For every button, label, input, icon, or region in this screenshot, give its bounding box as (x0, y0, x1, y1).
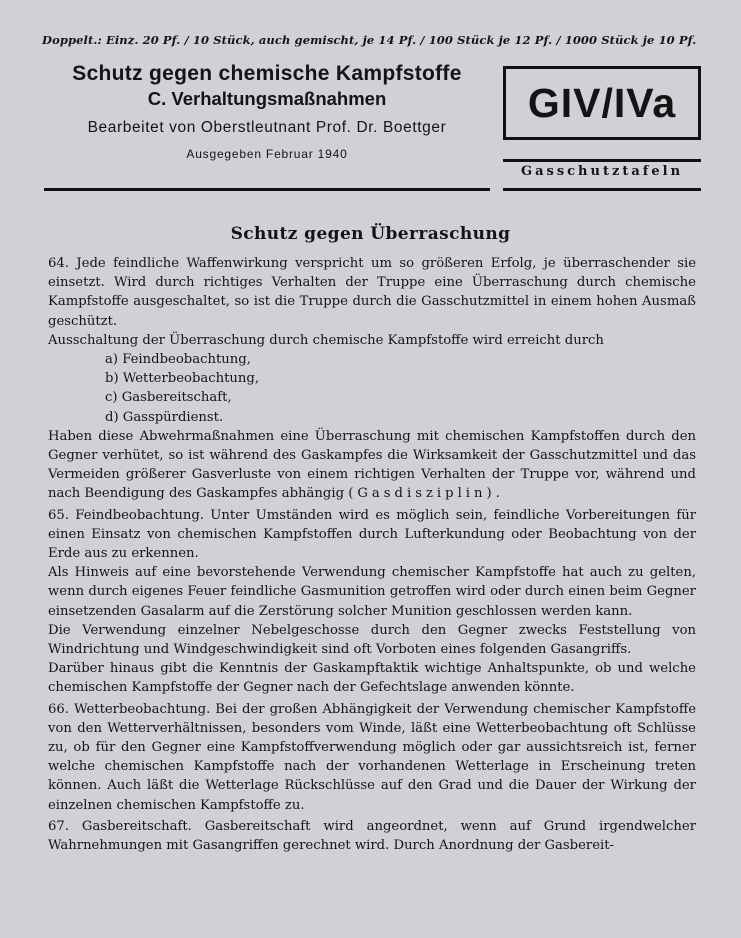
paragraph-67: 67. Gasbereitschaft. Gasbereitschaft wird angeordnet, wenn auf Grund irgendwelcher Wahrnehmungen mit Gasangriffen gerechnet wird. Durch Anordnung der Gasbereit- (48, 818, 696, 854)
section-title: Schutz gegen Überraschung (230, 224, 511, 244)
paragraph-64-conclusion (48, 427, 696, 504)
list-item: c) Gasbereitschaft, (105, 390, 232, 406)
series-label: Gasschutztafeln (520, 164, 684, 179)
gasdisziplin-term: (Gasdisziplin). (348, 486, 504, 502)
document-subtitle: C. Verhaltungsmaßnahmen (147, 88, 387, 109)
issue-date: Ausgegeben Februar 1940 (186, 147, 348, 161)
header-block (44, 62, 490, 162)
paragraph-65-hint: Als Hinweis auf eine bevorstehende Verwendung chemischer Kampfstoffe hat auch zu gelten, wenn durch eigenes Feuer feindliche Gasmunition getroffen wird oder durch einen beim Gegner einsetzenden Gasalarm auf die Zerstörung solcher Munition geschlossen werden kann. (48, 565, 696, 619)
body-text (48, 254, 696, 855)
series-rule-bottom (503, 188, 701, 191)
document-title: Schutz gegen chemische Kampfstoffe (72, 62, 462, 85)
paragraph-65: 65. Feindbeobachtung. Unter Umständen wird es möglich sein, feindliche Vorbereitungen für einen Einsatz von chemischen Kampfstoffen durch Lufterkundung oder Beobachtung von der Erde aus zu erkennen. (48, 507, 696, 562)
paragraph-65-tactics: Darüber hinaus gibt die Kenntnis der Gaskampftaktik wichtige Anhaltspunkte, ob und welche chemischen Kampfstoffe der Gegner nach der Gefechtslage anwenden könnte. (48, 661, 696, 696)
list-item: b) Wetterbeobachtung, (105, 371, 260, 387)
paragraph-64: 64. Jede feindliche Waffenwirkung verspricht um so größeren Erfolg, je überraschender sie einsetzt. Wird durch richtiges Verhalten der Truppe eine Überraschung durch chemische Kampfstoffe ausgeschaltet, so ist die Truppe durch die Gasschutzmittel in einem hohen Ausmaß geschützt. (48, 256, 696, 329)
list-item: d) Gasspürdienst. (105, 409, 224, 425)
paragraph-64-intro: Ausschaltung der Überraschung durch chemische Kampfstoffe wird erreicht durch (48, 332, 604, 348)
header-rule (44, 188, 490, 191)
price-line: Doppelt.: Einz. 20 Pf. / 10 Stück, auch gemischt, je 14 Pf. / 100 Stück je 12 Pf. / 1000 Stück je 10 Pf. (42, 33, 697, 47)
conclusion-text: Haben diese Abwehrmaßnahmen eine Überraschung mit chemischen Kampfstoffen durch den Gegner verhütet, so ist während des Gaskampfes die Wirksamkeit der Gasschutzmittel und das Vermeiden größerer Gasverluste von einem richtigen Verhalten der Truppe vor, während und nach Beendigung des Gaskampfes abhängig (48, 428, 696, 502)
document-code: GIV/IVa (503, 66, 701, 140)
list-item: a) Feindbeobachtung, (105, 352, 251, 368)
author-line: Bearbeitet von Oberstleutnant Prof. Dr. Boettger (87, 119, 447, 136)
series-rule-top (503, 159, 701, 162)
measures-list (105, 350, 696, 427)
paragraph-65-smoke: Die Verwendung einzelner Nebelgeschosse durch den Gegner zwecks Feststellung von Windrichtung und Windgeschwindigkeit sind oft Vorboten eines folgenden Gasangriffs. (48, 622, 696, 658)
paragraph-66: 66. Wetterbeobachtung. Bei der großen Abhängigkeit der Verwendung chemischer Kampfstoffe von den Wetterverhältnissen, besonders vom Winde, läßt eine Wetterbeobachtung oft Schlüsse zu, ob für den Gegner eine Kampfstoffverwendung möglich oder gar aussichtsreich ist, ferner welche chemischen Kampfstoffe nach der vorhandenen Wetterlage in Erscheinung treten können. Auch läßt die Wetterlage Rückschlüsse auf den Grad und die Dauer der Wirkung der einzelnen chemischen Kampfstoffe zu. (48, 701, 696, 813)
